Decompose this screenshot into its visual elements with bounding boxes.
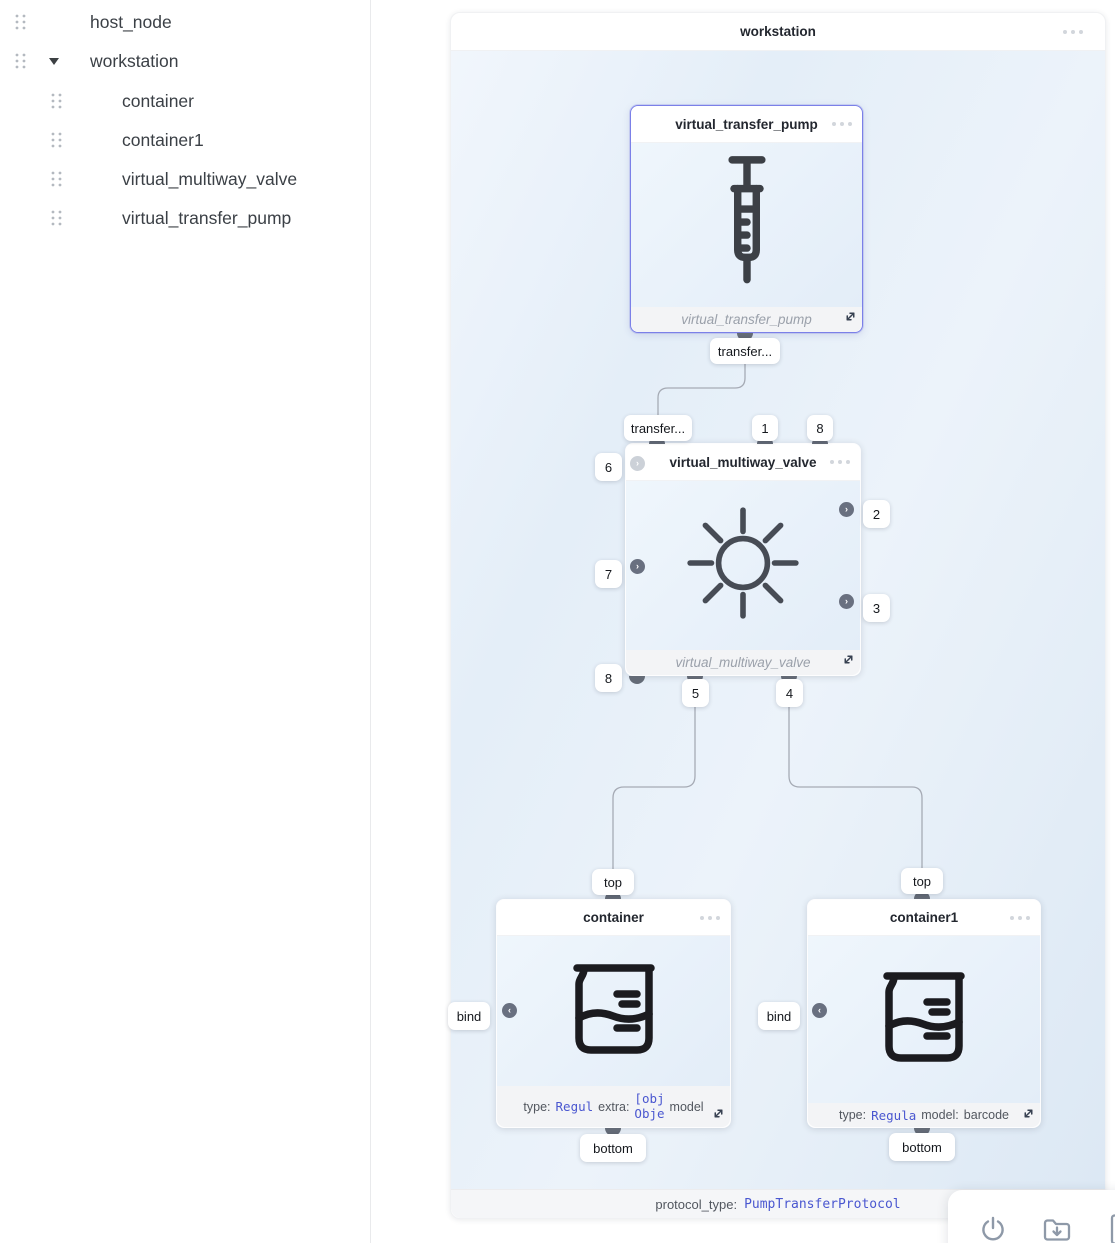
type-label: type:	[523, 1099, 551, 1114]
tree-item-label: container1	[122, 129, 204, 150]
resize-handle-icon[interactable]	[844, 310, 857, 328]
port-label-valve-3: 3	[863, 594, 890, 622]
node-container[interactable]	[496, 899, 731, 1128]
protocol-type-value: PumpTransferProtocol	[744, 1196, 901, 1212]
model-value: barcode	[963, 1108, 1009, 1122]
valve-icon	[682, 502, 804, 629]
drag-handle-icon[interactable]	[14, 52, 28, 70]
port-label-valve-1: 1	[752, 415, 778, 441]
device-tree-sidebar	[0, 0, 371, 1243]
panel-title: workstation	[740, 24, 816, 39]
node-menu-button[interactable]	[832, 122, 852, 126]
node-subtitle: virtual_multiway_valve	[675, 655, 811, 670]
type-value: Regul	[555, 1099, 594, 1114]
node-props-footer	[808, 1103, 1040, 1127]
panel-menu-button[interactable]	[1063, 30, 1083, 34]
port-handle-container-bind[interactable]: ‹	[502, 1003, 517, 1018]
port-label-container-bottom: bottom	[580, 1134, 646, 1162]
node-virtual-multiway-valve[interactable]	[625, 443, 861, 676]
beaker-icon	[869, 962, 979, 1077]
protocol-type-label: protocol_type:	[655, 1196, 738, 1212]
resize-handle-icon[interactable]	[712, 1107, 725, 1123]
node-title: virtual_multiway_valve	[669, 454, 817, 470]
port-handle-valve-3[interactable]: ›	[839, 594, 854, 609]
node-props-footer	[497, 1086, 730, 1127]
port-label-valve-7: 7	[595, 560, 622, 588]
node-header	[631, 106, 862, 143]
node-menu-button[interactable]	[700, 916, 720, 920]
node-title: container1	[889, 910, 959, 925]
syringe-icon	[721, 153, 773, 298]
node-footer	[631, 307, 862, 332]
drag-handle-icon[interactable]	[50, 209, 64, 227]
node-container1[interactable]	[807, 899, 1041, 1128]
node-virtual-transfer-pump[interactable]	[630, 105, 863, 333]
port-label-valve-transfer: transfer...	[624, 415, 692, 441]
drag-handle-icon[interactable]	[14, 13, 28, 31]
type-label: type:	[839, 1108, 867, 1122]
port-handle-valve-2[interactable]: ›	[839, 502, 854, 517]
resize-handle-icon[interactable]	[1022, 1107, 1035, 1123]
tree-item-label: workstation	[90, 50, 179, 71]
folder-download-icon[interactable]	[1040, 1213, 1074, 1243]
node-body	[808, 936, 1040, 1103]
node-title: virtual_transfer_pump	[675, 116, 818, 132]
power-icon[interactable]	[976, 1213, 1010, 1243]
tree-item-label: host_node	[90, 11, 172, 32]
workstation-panel-header	[451, 13, 1105, 51]
node-menu-button[interactable]	[1010, 916, 1030, 920]
node-header	[626, 444, 860, 481]
type-value: Regula	[871, 1107, 917, 1123]
port-label-valve-2: 2	[863, 500, 890, 528]
canvas-toolbar	[948, 1190, 1115, 1243]
extra-label: extra:	[598, 1099, 630, 1114]
drag-handle-icon[interactable]	[50, 92, 64, 110]
port-label-container1-bottom: bottom	[889, 1133, 955, 1161]
extra-value: [obj Obje	[634, 1091, 665, 1121]
resize-handle-icon[interactable]	[842, 653, 855, 671]
port-handle-valve-7[interactable]: ›	[630, 559, 645, 574]
model-label: model	[669, 1099, 704, 1114]
port-handle-container1-bind[interactable]: ‹	[812, 1003, 827, 1018]
port-label-pump-transfer: transfer...	[710, 338, 780, 364]
tree-item-label: virtual_transfer_pump	[122, 207, 292, 228]
port-label-container-top: top	[592, 869, 634, 895]
node-header	[497, 900, 730, 936]
port-label-container1-top: top	[901, 868, 943, 894]
port-label-container-bind: bind	[448, 1002, 490, 1030]
model-label: model:	[921, 1108, 959, 1122]
port-label-valve-8-top: 8	[807, 415, 833, 441]
caret-down-icon[interactable]	[49, 58, 59, 65]
port-label-valve-6: 6	[595, 453, 622, 481]
port-label-valve-8: 8	[595, 664, 622, 692]
node-body	[626, 481, 860, 650]
port-label-container1-bind: bind	[758, 1002, 800, 1030]
node-subtitle: virtual_transfer_pump	[681, 312, 812, 327]
node-title: container	[583, 910, 644, 925]
node-menu-button[interactable]	[830, 460, 850, 464]
port-label-valve-5: 5	[682, 679, 709, 707]
drag-handle-icon[interactable]	[50, 131, 64, 149]
tree-item-label: virtual_multiway_valve	[122, 168, 298, 189]
node-header	[808, 900, 1040, 936]
tree-item-label: container	[122, 90, 194, 111]
node-body	[631, 143, 862, 307]
node-footer	[626, 650, 860, 675]
document-icon[interactable]	[1104, 1213, 1115, 1243]
beaker-icon	[559, 954, 669, 1069]
node-body	[497, 936, 730, 1086]
port-label-valve-4: 4	[776, 679, 803, 707]
port-handle-valve-6[interactable]: ›	[630, 456, 645, 471]
drag-handle-icon[interactable]	[50, 170, 64, 188]
